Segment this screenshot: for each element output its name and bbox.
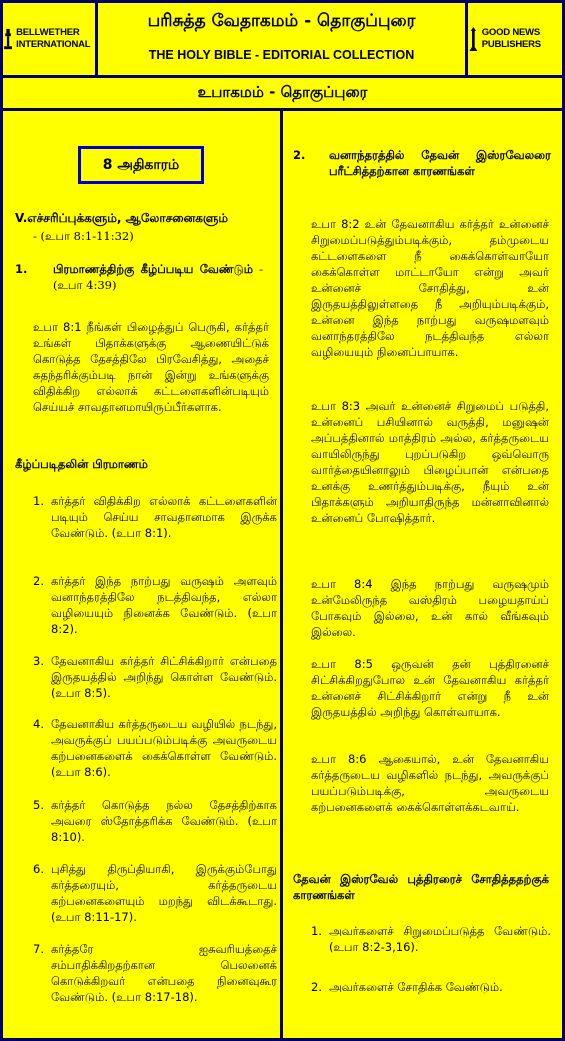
title-english: THE HOLY BIBLE - EDITORIAL COLLECTION — [148, 48, 415, 62]
para-8-1: உபா 8:1 நீங்கள் பிழைத்துப் பெருகி, கர்த்தர் உங்கள் பிதாக்களுக்கு ஆணையிட்டுக் கொடுத்த தேசத்திலே பிரவேசித்து, அதைச் சுதந்தரிக்கும்படி நான் இன்று உங்களுக்கு விதிக்கிற எல்லாக் கட்டளைகளின்படியும் செய்யச் சாவதானமாயிருப்பீர்களாக. — [33, 320, 269, 414]
point2-num: 2. — [293, 148, 306, 162]
subtitle-bar — [3, 78, 562, 108]
left-logo — [3, 3, 95, 75]
para-8-5: உபா 8:5 ஒருவன் தன் புத்திரனைச் சிட்சிக்கிறதுபோல உன் தேவனாகிய கர்த்தர் உன்னைச் சிட்சிக்கிறார் என்று நீ உன் இருதயத்தில் அறிந்து கொள்வாயாக. — [311, 657, 549, 719]
chapter-box: 8 அதிகாரம் — [78, 146, 204, 184]
left-column: 8 அதிகாரம் V.எச்சரிப்புக்களும், ஆலோசனைகளும் - (உபா 8:1-11:32) 1. பிரமாணத்திற்கு கீழ்ப்படிய வேண்டும் - (உபா 4:39) உபா 8:1 நீங்கள் பிழைத்துப் பெருகி, கர்த்தர் உங்கள் பிதாக்களுக்கு ஆணையிட்டுக் கொடுத்த தேசத்திலே பிரவேசித்து, அதைச் சுதந்தரிக்கும்படி நான் இன்று உங்களுக்கு விதிக்கிற எல்லாக் கட்டளைகளின்படியும் செய்யச் சாவதானமாயிருப்பீர்களாக. கீழ்ப்படிதலின் பிரமாணம் 1. கர்த்தர் விதிக்கிற எல்லாக் கட்டளைகளின் படியும் செய்ய சாவதானமாக இருக்க வேண்டும். (உபா 8:1). 2. கர்த்தர் இந்த நாற்பது வருஷம் அளவும் வனாந்தரத்திலே நடத்திவந்த, எல்லா வழியையும் நினைக்க வேண்டும். (உபா 8:2). 3. தேவனாகிய கர்த்தர் சிட்சிக்கிறார் என்பதை இருதயத்தில் அறிந்து கொள்ள வேண்டும். (உபா 8:5). 4. தேவனாகிய கர்த்தருடைய வழியில் நடந்து, அவருக்குப் பயப்படும்படிக்கு அவருடைய கற்பனைகளைக் கைக்கொள்ள வேண்டும். (உபா 8:6). 5. கர்த்தர் கொடுத்த நல்ல தேசத்திற்காக அவரை ஸ்தோத்தரிக்க வேண்டும். (உபா 8:10). 6. புசித்து திருப்தியாகி, இருக்கும்போது கர்த்தரையும், கர்த்தருடைய கற்பனைகளையும் மறந்து விடக்கூடாது. (உபா 8:11-17). 7. கர்த்தரே ஐசுவரியத்தைச் சம்பாதிக்கிறதற்கான பெலனைக் கொடுக்கிறவர் என்பதை நினைவுகூர வேண்டும். (உபா 8:17-18). — [3, 111, 280, 1038]
header-title-box — [98, 3, 465, 75]
point1-title: பிரமாணத்திற்கு கீழ்ப்படிய வேண்டும் — [53, 262, 254, 276]
right-logo — [468, 3, 562, 75]
para-8-2: உபா 8:2 உன் தேவனாகிய கர்த்தர் உன்னைச் சிறுமைப்படுத்தும்படிக்கும், தம்முடைய கட்டளைகளை நீ கைக்கொள்வாயோ கைக்கொள்ள மாட்டாயோ என்று அவர் உன்னைச் சோதித்து, உன் இருதயத்திலுள்ளதை நீ அறியும்படிக்கும், உன்னை இந்த நாற்பது வருஷமளவும் வனாந்தரத்திலே நடத்திவந்த எல்லா வழியையும் நினைப்பாயாக. — [311, 217, 549, 359]
point1 — [53, 261, 263, 293]
title-tamil: பரிசுத்த வேதாகமம் - தொகுப்புரை — [147, 11, 416, 31]
para-8-4: உபா 8:4 இந்த நாற்பது வருஷமும் உன்மேலிருந்த வஸ்திரம் பழையதாய்ப் போகவும் இல்லை, உன் கால் வீங்கவும் இல்லை. — [311, 577, 549, 639]
heading2: தேவன் இஸ்ரவேல் புத்திரரைச் சோதித்ததற்குக் காரணங்கள் — [293, 872, 549, 902]
principle-heading: கீழ்ப்படிதலின் பிரமாணம் — [15, 457, 148, 471]
section-title: V.எச்சரிப்புக்களும், ஆலோசனைகளும் — [15, 211, 229, 225]
point1-num: 1. — [15, 262, 28, 276]
right-column: 2. வனாந்தரத்தில் தேவன் இஸ்ரவேலரை பரீட்சித்தற்கான காரணங்கள் உபா 8:2 உன் தேவனாகிய கர்த்தர் உன்னைச் சிறுமைப்படுத்தும்படிக்கும், தம்முடைய கட்டளைகளை நீ கைக்கொள்வாயோ கைக்கொள்ள மாட்டாயோ என்று அவர் உன்னைச் சோதித்து, உன் இருதயத்திலுள்ளதை நீ அறியும்படிக்கும், உன்னை இந்த நாற்பது வருஷமளவும் வனாந்தரத்திலே நடத்திவந்த எல்லா வழியையும் நினைப்பாயாக. உபா 8:3 அவர் உன்னைச் சிறுமைப் படுத்தி, உன்னைப் பசியினால் வருத்தி, மனுஷன் அப்பத்தினால் மாத்திரம் அல்ல, கர்த்தருடைய வாயிலிருந்து புறப்படுகிற ஒவ்வொரு வார்த்தையினாலும் பிழைப்பான் என்பதை உனக்கு உணர்த்தும்படிக்கு, நீயும் உன் பிதாக்களும் அறியாதிருந்த மன்னாவினால் உன்னைப் போஷித்தார். உபா 8:4 இந்த நாற்பது வருஷமும் உன்மேலிருந்த வஸ்திரம் பழையதாய்ப் போகவும் இல்லை, உன் கால் வீங்கவும் இல்லை. உபா 8:5 ஒருவன் தன் புத்திரனைச் சிட்சிக்கிறதுபோல உன் தேவனாகிய கர்த்தர் உன்னைச் சிட்சிக்கிறார் என்று நீ உன் இருதயத்தில் அறிந்து கொள்வாயாக. உபா 8:6 ஆகையால், உன் தேவனாகிய கர்த்தருடைய வழிகளில் நடந்து, அவருக்குப் பயப்படும்படிக்கு, அவருடைய கற்பனைகளைக் கைக்கொள்ளக்கடவாய். தேவன் இஸ்ரவேல் புத்திரரைச் சோதித்ததற்குக் காரணங்கள் 1. அவர்களைச் சிறுமைப்படுத்த வேண்டும். (உபா 8:2-3,16). 2. அவர்களைச் சோதிக்க வேண்டும். — [283, 111, 562, 1038]
left-logo-text: BELLWETHER INTERNATIONAL — [16, 27, 91, 50]
point2-title: வனாந்தரத்தில் தேவன் இஸ்ரவேலரை பரீட்சித்தற்கான காரணங்கள் — [329, 148, 551, 178]
para-8-6: உபா 8:6 ஆகையால், உன் தேவனாகிய கர்த்தருடைய வழிகளில் நடந்து, அவருக்குப் பயப்படும்படிக்கு, அவருடைய கற்பனைகளைக் கைக்கொள்ளக்கடவாய். — [311, 752, 549, 814]
section-ref: - (உபா 8:1-11:32) — [33, 229, 134, 243]
good-news-logo-icon — [468, 19, 479, 59]
point1-ref: - (உபா 4:39) — [53, 262, 263, 292]
right-logo-text: GOOD NEWS PUBLISHERS — [481, 27, 541, 50]
para-8-3: உபா 8:3 அவர் உன்னைச் சிறுமைப் படுத்தி, உன்னைப் பசியினால் வருத்தி, மனுஷன் அப்பத்தினால் மாத்திரம் அல்ல, கர்த்தருடைய வாயிலிருந்து புறப்படுகிற ஒவ்வொரு வார்த்தையினாலும் பிழைப்பான் என்பதை உனக்கு உணர்த்தும்படிக்கு, நீயும் உன் பிதாக்களும் அறியாதிருந்த மன்னாவினால் உன்னைப் போஷித்தார். — [311, 399, 549, 525]
bellwether-logo-icon — [3, 19, 13, 59]
subtitle: உபாகமம் - தொகுப்புரை — [197, 83, 368, 101]
